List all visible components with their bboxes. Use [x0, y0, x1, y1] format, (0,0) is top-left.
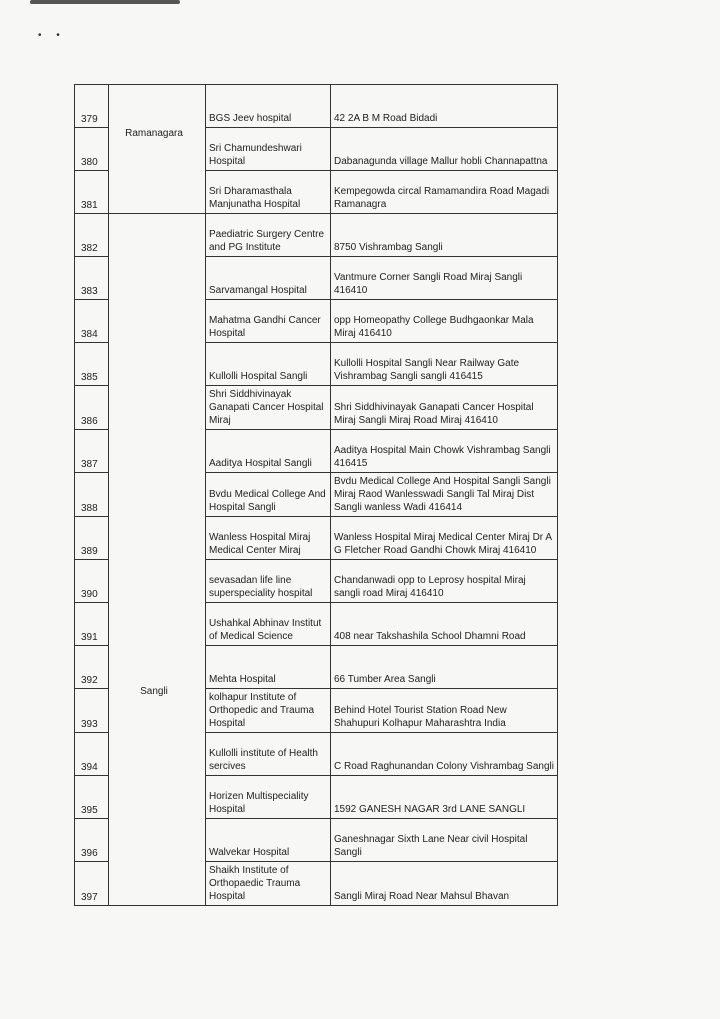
serial-number: 391: [75, 603, 109, 646]
serial-number: 380: [75, 128, 109, 171]
table-row: [75, 257, 558, 300]
serial-number: 387: [75, 430, 109, 473]
district-cell: [109, 560, 206, 603]
serial-number: 390: [75, 560, 109, 603]
table-row: [75, 733, 558, 776]
table-row: [75, 819, 558, 862]
district-cell: [109, 171, 206, 214]
hospital-name: Mahatma Gandhi Cancer Hospital: [206, 300, 331, 343]
serial-number: 388: [75, 473, 109, 517]
hospital-name: Sarvamangal Hospital: [206, 257, 331, 300]
table-row: [75, 300, 558, 343]
hospital-address: Kempegowda circal Ramamandira Road Magadi Ramanagra: [331, 171, 558, 214]
district-cell: [109, 603, 206, 646]
table-row: [75, 171, 558, 214]
hospital-table: [74, 84, 558, 906]
district-cell: [109, 819, 206, 862]
scan-marks: • •: [38, 30, 66, 41]
hospital-name: sevasadan life line superspeciality hospital: [206, 560, 331, 603]
hospital-name: Shaikh Institute of Orthopaedic Trauma Hospital: [206, 862, 331, 906]
hospital-address: Bvdu Medical College And Hospital Sangli Sangli Miraj Raod Wanlesswadi Sangli Tal Miraj Dist Sangli wanless Wadi 416414: [331, 473, 558, 517]
hospital-name: Sri Chamundeshwari Hospital: [206, 128, 331, 171]
district-cell: [109, 300, 206, 343]
table-row: [75, 214, 558, 257]
hospital-name: Aaditya Hospital Sangli: [206, 430, 331, 473]
hospital-name: Horizen Multispeciality Hospital: [206, 776, 331, 819]
hospital-name: Sri Dharamasthala Manjunatha Hospital: [206, 171, 331, 214]
district-label-sangli: Sangli: [140, 686, 168, 697]
hospital-name: Ushahkal Abhinav Institut of Medical Science: [206, 603, 331, 646]
serial-number: 384: [75, 300, 109, 343]
hospital-address: Aaditya Hospital Main Chowk Vishrambag Sangli 416415: [331, 430, 558, 473]
district-cell: [109, 733, 206, 776]
hospital-name: Paediatric Surgery Centre and PG Institute: [206, 214, 331, 257]
serial-number: 383: [75, 257, 109, 300]
hospital-name: Wanless Hospital Miraj Medical Center Miraj: [206, 517, 331, 560]
serial-number: 379: [75, 85, 109, 128]
table-row: [75, 386, 558, 430]
district-label-ramanagara: Ramanagara: [125, 128, 183, 139]
hospital-name: Mehta Hospital: [206, 646, 331, 689]
serial-number: 394: [75, 733, 109, 776]
district-cell: [109, 386, 206, 430]
scan-edge-line: [30, 0, 180, 4]
table-row: [75, 85, 558, 128]
serial-number: 396: [75, 819, 109, 862]
table-row: [75, 517, 558, 560]
hospital-address: Ganeshnagar Sixth Lane Near civil Hospital Sangli: [331, 819, 558, 862]
table-row: [75, 430, 558, 473]
serial-number: 393: [75, 689, 109, 733]
table-row: [75, 603, 558, 646]
serial-number: 381: [75, 171, 109, 214]
district-cell: [109, 517, 206, 560]
hospital-address: Dabanagunda village Mallur hobli Channapattna: [331, 128, 558, 171]
serial-number: 392: [75, 646, 109, 689]
hospital-address: Chandanwadi opp to Leprosy hospital Miraj sangli road Miraj 416410: [331, 560, 558, 603]
hospital-address: Kullolli Hospital Sangli Near Railway Gate Vishrambag Sangli sangli 416415: [331, 343, 558, 386]
hospital-name: Kullolli institute of Health sercives: [206, 733, 331, 776]
hospital-address: C Road Raghunandan Colony Vishrambag Sangli: [331, 733, 558, 776]
district-cell: [109, 430, 206, 473]
table-row: [75, 560, 558, 603]
district-cell: [109, 343, 206, 386]
hospital-name: Walvekar Hospital: [206, 819, 331, 862]
serial-number: 389: [75, 517, 109, 560]
hospital-address: Vantmure Corner Sangli Road Miraj Sangli 416410: [331, 257, 558, 300]
table-row: [75, 646, 558, 689]
hospital-name: BGS Jeev hospital: [206, 85, 331, 128]
hospital-address: Sangli Miraj Road Near Mahsul Bhavan: [331, 862, 558, 906]
hospital-name: kolhapur Institute of Orthopedic and Trauma Hospital: [206, 689, 331, 733]
hospital-address: 42 2A B M Road Bidadi: [331, 85, 558, 128]
table-row: [75, 343, 558, 386]
district-cell: [109, 862, 206, 906]
hospital-address: 8750 Vishrambag Sangli: [331, 214, 558, 257]
district-cell: [109, 257, 206, 300]
district-cell: [109, 85, 206, 128]
district-cell: [109, 214, 206, 257]
serial-number: 386: [75, 386, 109, 430]
hospital-name: Bvdu Medical College And Hospital Sangli: [206, 473, 331, 517]
district-cell: [109, 473, 206, 517]
table-row: [75, 473, 558, 517]
hospital-address: 408 near Takshashila School Dhamni Road: [331, 603, 558, 646]
table-row: [75, 862, 558, 906]
hospital-address: 1592 GANESH NAGAR 3rd LANE SANGLI: [331, 776, 558, 819]
hospital-name: Kullolli Hospital Sangli: [206, 343, 331, 386]
hospital-name: Shri Siddhivinayak Ganapati Cancer Hospital Miraj: [206, 386, 331, 430]
serial-number: 397: [75, 862, 109, 906]
district-cell: [109, 646, 206, 689]
hospital-address: 66 Tumber Area Sangli: [331, 646, 558, 689]
table-row: [75, 776, 558, 819]
hospital-address: Wanless Hospital Miraj Medical Center Miraj Dr A G Fletcher Road Gandhi Chowk Miraj 416410: [331, 517, 558, 560]
serial-number: 385: [75, 343, 109, 386]
hospital-address: Shri Siddhivinayak Ganapati Cancer Hospital Miraj Sangli Miraj Road Miraj 416410: [331, 386, 558, 430]
serial-number: 382: [75, 214, 109, 257]
district-cell: [109, 776, 206, 819]
hospital-address: opp Homeopathy College Budhgaonkar Mala Miraj 416410: [331, 300, 558, 343]
hospital-address: Behind Hotel Tourist Station Road New Shahupuri Kolhapur Maharashtra India: [331, 689, 558, 733]
serial-number: 395: [75, 776, 109, 819]
